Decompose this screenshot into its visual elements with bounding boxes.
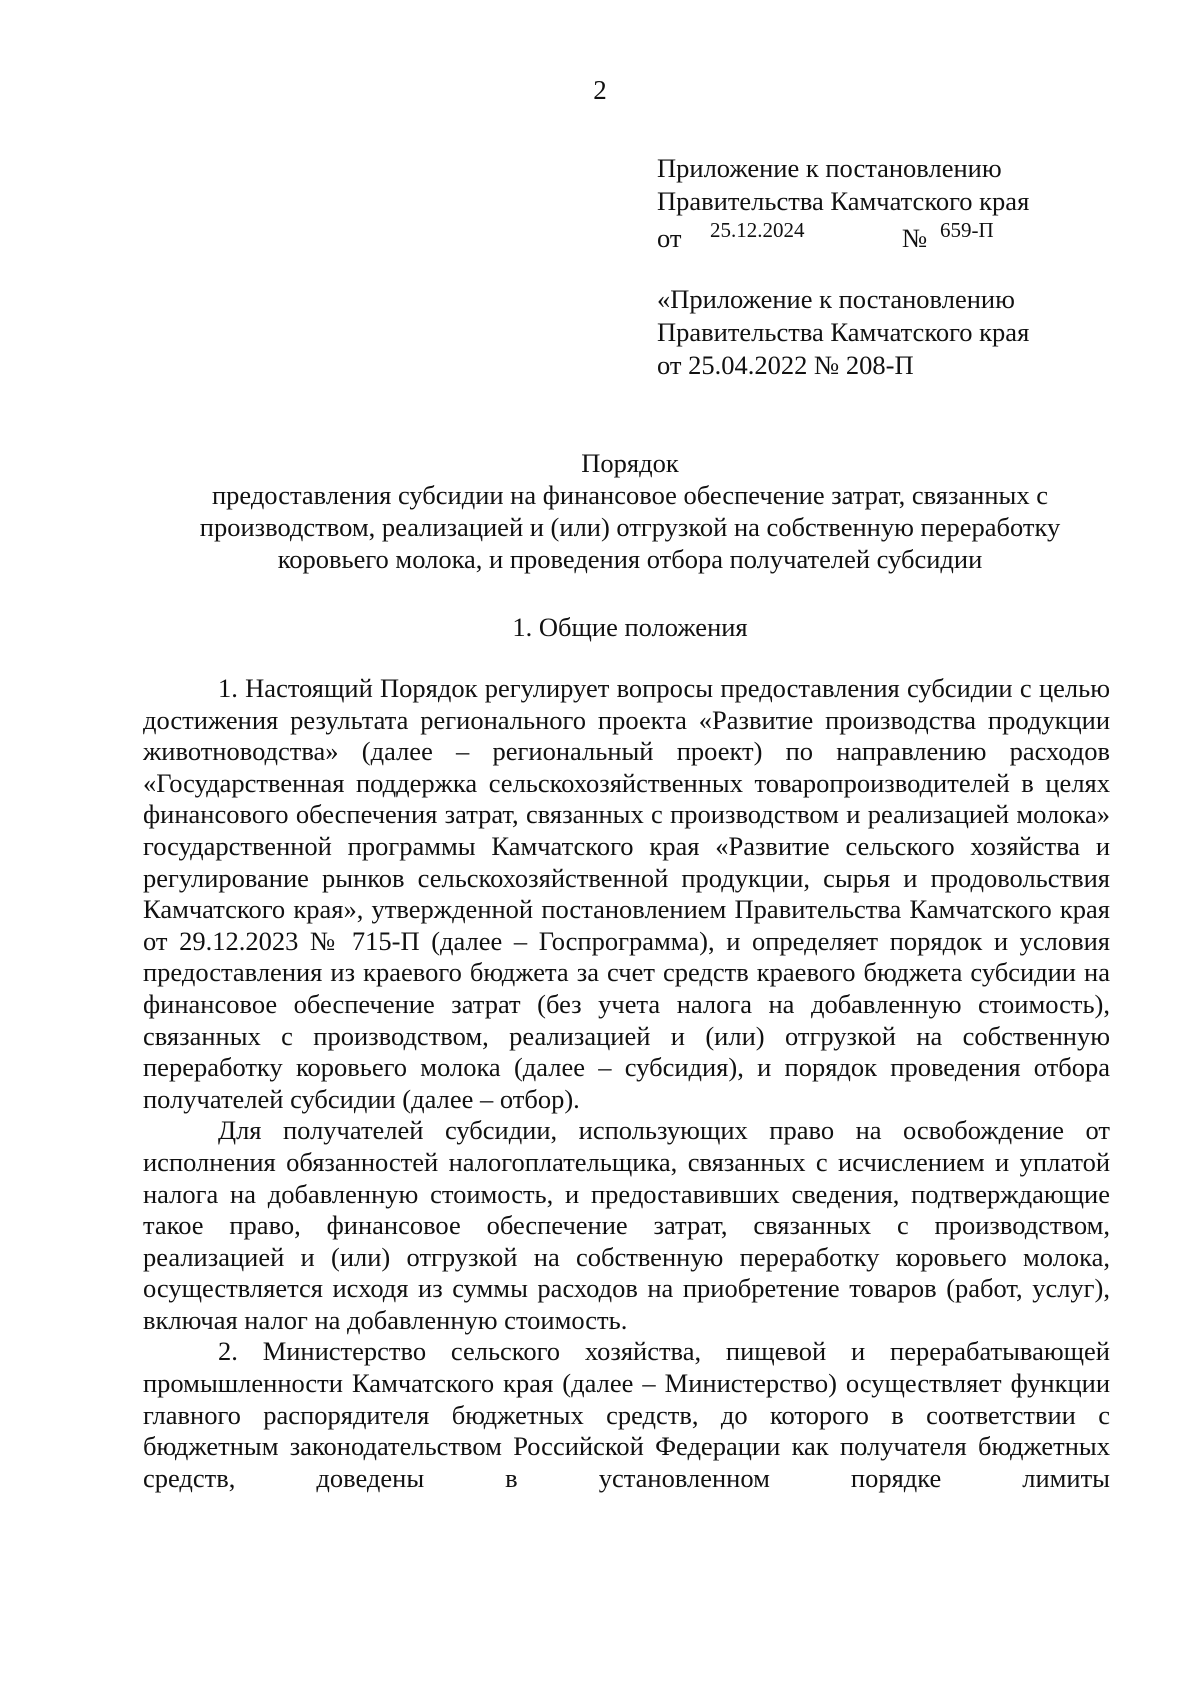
appendix-previous-line2: Правительства Камчатского края — [657, 317, 1030, 347]
document-body — [143, 673, 1110, 1494]
date-prefix: от — [657, 223, 682, 253]
document-title: Порядок — [581, 448, 679, 478]
number-sign: № — [902, 223, 928, 253]
appendix-number: 659-П — [940, 218, 994, 242]
appendix-date: 25.12.2024 — [710, 218, 805, 242]
document-title-block — [150, 447, 1110, 575]
paragraph: Для получателей субсидии, использующих право на освобождение от исполнения обязанностей налогоплательщика, связанных с исчислением и уплатой налога на добавленную стоимость, и предоставивших сведения, подтверждающие такое право, финансовое обеспечение затрат, связанных с производством, реализацией и (или) отгрузкой на собственную переработку коровьего молока, осуществляется исходя из суммы расходов на приобретение товаров (работ, услуг), включая налог на добавленную стоимость. — [143, 1115, 1110, 1335]
appendix-current-line1: Приложение к постановлению — [657, 153, 1002, 183]
appendix-previous-line3: от 25.04.2022 № 208-П — [657, 350, 914, 380]
section-heading: 1. Общие положения — [512, 612, 748, 642]
appendix-current-date-line — [657, 218, 1077, 251]
appendix-current — [657, 152, 1077, 251]
appendix-current-line2: Правительства Камчатского края — [657, 186, 1030, 216]
paragraph: 1. Настоящий Порядок регулирует вопросы предоставления субсидии с целью достижения результата регионального проекта «Развитие производства продукции животноводства» (далее – региональный проект) по направлению расходов «Государственная поддержка сельскохозяйственных товаропроизводителей в целях финансового обеспечения затрат, связанных с производством и реализацией молока» государственной программы Камчатского края «Развитие сельского хозяйства и регулирование рынков сельскохозяйственной продукции, сырья и продовольствия Камчатского края», утвержденной постановлением Правительства Камчатского края от 29.12.2023 № 715-П (далее – Госпрограмма), и определяет порядок и условия предоставления из краевого бюджета за счет средств краевого бюджета субсидии на финансовое обеспечение затрат (без учета налога на добавленную стоимость), связанных с производством, реализацией и (или) отгрузкой на собственную переработку коровьего молока (далее – субсидия), и порядок проведения отбора получателей субсидии (далее – отбор). — [143, 673, 1110, 1114]
appendix-previous-line1: «Приложение к постановлению — [657, 284, 1015, 314]
page-number: 2 — [593, 75, 607, 105]
appendix-previous — [657, 283, 1077, 382]
paragraph: 2. Министерство сельского хозяйства, пищевой и перерабатывающей промышленности Камчатского края (далее – Министерство) осуществляет функции главного распорядителя бюджетных средств, до которого в соответствии с бюджетным законодательством Российской Федерации как получателя бюджетных средств, доведены в установленном порядке лимиты — [143, 1336, 1110, 1493]
document-subtitle: предоставления субсидии на финансовое обеспечение затрат, связанных с производством, реализацией и (или) отгрузкой на собственную переработку коровьего молока, и проведения отбора получателей субсидии — [199, 480, 1061, 574]
